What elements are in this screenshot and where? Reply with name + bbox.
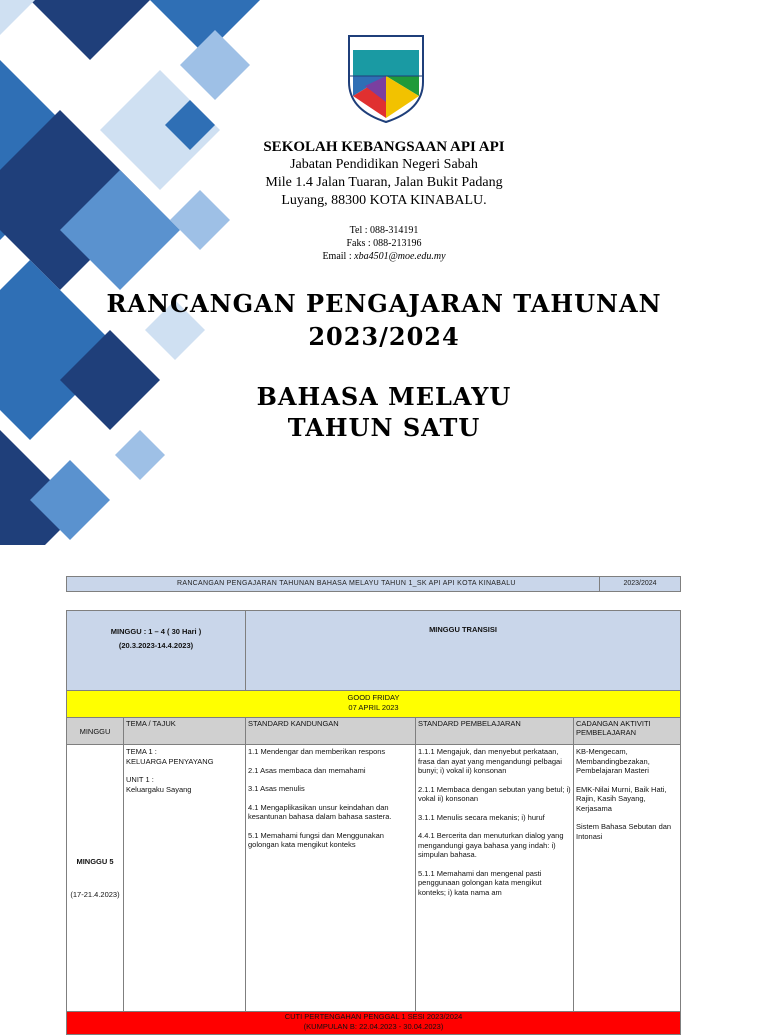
- header-band-year: 2023/2024: [599, 577, 680, 591]
- week-dates: (20.3.2023-14.4.2023): [118, 641, 194, 650]
- aktiviti-item: Sistem Bahasa Sebutan dan Intonasi: [576, 822, 672, 841]
- sk-item: 3.1 Asas menulis: [248, 784, 305, 793]
- address-line-1: Jabatan Pendidikan Negeri Sabah: [290, 157, 478, 172]
- grade-title: TAHUN SATU: [287, 413, 481, 442]
- cuti-line-1: CUTI PERTENGAHAN PENGGAL 1 SESI 2023/2024: [284, 1012, 463, 1021]
- minggu-dates: (17-21.4.2023): [70, 890, 120, 899]
- page-header-band: [66, 576, 681, 592]
- sk-item: 4.1 Mengaplikasikan unsur keindahan dan kesantunan bahasa dalam bahasa sastera.: [248, 802, 392, 821]
- sp-item: 4.4.1 Bercerita dan menuturkan dialog yang mengandungi gaya bahasa yang indah: i) simpulan bahasa.: [418, 831, 564, 859]
- school-name: SEKOLAH KEBANGSAAN API API: [263, 139, 505, 155]
- holiday-row: [67, 691, 681, 718]
- lesson-plan-table: [66, 610, 681, 1035]
- tema-line: TEMA 1 :: [126, 747, 157, 756]
- sp-item: 5.1.1 Memahami dan mengenal pasti penggunaan golongan kata mengikut konteks; i) kata nama am: [418, 868, 542, 897]
- minggu-label: MINGGU 5: [76, 857, 114, 866]
- telephone: Tel : 088-314191: [349, 225, 419, 236]
- sk-item: 1.1 Mendengar dan memberikan respons: [248, 747, 386, 756]
- cuti-line-2: (KUMPULAN B: 22.04.2023 - 30.04.2023): [303, 1022, 444, 1031]
- sp-item: 3.1.1 Menulis secara mekanis; i) huruf: [418, 812, 545, 822]
- email-address[interactable]: xba4501@moe.edu.my: [354, 251, 446, 262]
- sk-cell: [246, 745, 416, 1012]
- email-label: Email :: [322, 251, 355, 262]
- cuti-row: [67, 1012, 681, 1035]
- document-year: 2023/2024: [308, 322, 460, 351]
- week-range-cell: [67, 611, 246, 691]
- tema-line: Keluargaku Sayang: [126, 784, 192, 794]
- fax: Faks : 088-213196: [346, 238, 422, 249]
- transition-cell: MINGGU TRANSISI: [246, 611, 681, 691]
- minggu-cell: [67, 745, 124, 1012]
- address-line-3: Luyang, 88300 KOTA KINABALU.: [281, 193, 487, 208]
- header-band-title: RANCANGAN PENGAJARAN TAHUNAN BAHASA MELAYU TAHUN 1_SK API API KOTA KINABALU: [177, 580, 516, 587]
- document-title: RANCANGAN PENGAJARAN TAHUNAN: [106, 289, 662, 318]
- tema-line: UNIT 1 :: [126, 775, 154, 784]
- address-line-2: Mile 1.4 Jalan Tuaran, Jalan Bukit Padang: [265, 175, 503, 190]
- sp-cell: [416, 745, 574, 1012]
- email-line: [0, 250, 768, 263]
- col-header-minggu: MINGGU: [67, 718, 124, 745]
- week-range: MINGGU : 1 – 4 ( 30 Hari ): [110, 627, 202, 636]
- col-header-sk: STANDARD KANDUNGAN: [246, 718, 416, 745]
- tema-line: KELUARGA PENYAYANG: [126, 756, 214, 766]
- aktiviti-item: EMK-Nilai Murni, Baik Hati, Rajin, Kasih Sayang, Kerjasama: [576, 784, 667, 813]
- sp-item: 2.1.1 Membaca dengan sebutan yang betul; i) vokal ii) konsonan: [418, 784, 571, 803]
- holiday-name: GOOD FRIDAY: [347, 693, 400, 702]
- aktiviti-cell: [574, 745, 681, 1012]
- holiday-cell: [67, 691, 681, 718]
- aktiviti-item: KB-Mengecam, Membandingbezakan, Pembelajaran Masteri: [576, 747, 650, 775]
- cuti-cell: [67, 1012, 681, 1035]
- school-logo: [345, 32, 427, 124]
- sk-item: 5.1 Memahami fungsi dan Menggunakan golongan kata mengikut konteks: [248, 830, 384, 849]
- column-header-row: [67, 718, 681, 745]
- tema-cell: [124, 745, 246, 1012]
- subject-title: BAHASA MELAYU: [256, 382, 512, 411]
- sk-item: 2.1 Asas membaca dan memahami: [248, 765, 366, 775]
- col-header-sp: STANDARD PEMBELAJARAN: [416, 718, 574, 745]
- table-row: [67, 745, 681, 1012]
- sp-item: 1.1.1 Mengajuk, dan menyebut perkataan, frasa dan ayat yang mengandungi pelbagai bunyi; i) vokal ii) konsonan: [418, 747, 562, 775]
- col-header-tema: TEMA / TAJUK: [124, 718, 246, 745]
- col-header-aktiviti: CADANGAN AKTIVITI PEMBELAJARAN: [574, 718, 681, 745]
- week-header-row: [67, 611, 681, 691]
- holiday-date: 07 APRIL 2023: [348, 703, 399, 712]
